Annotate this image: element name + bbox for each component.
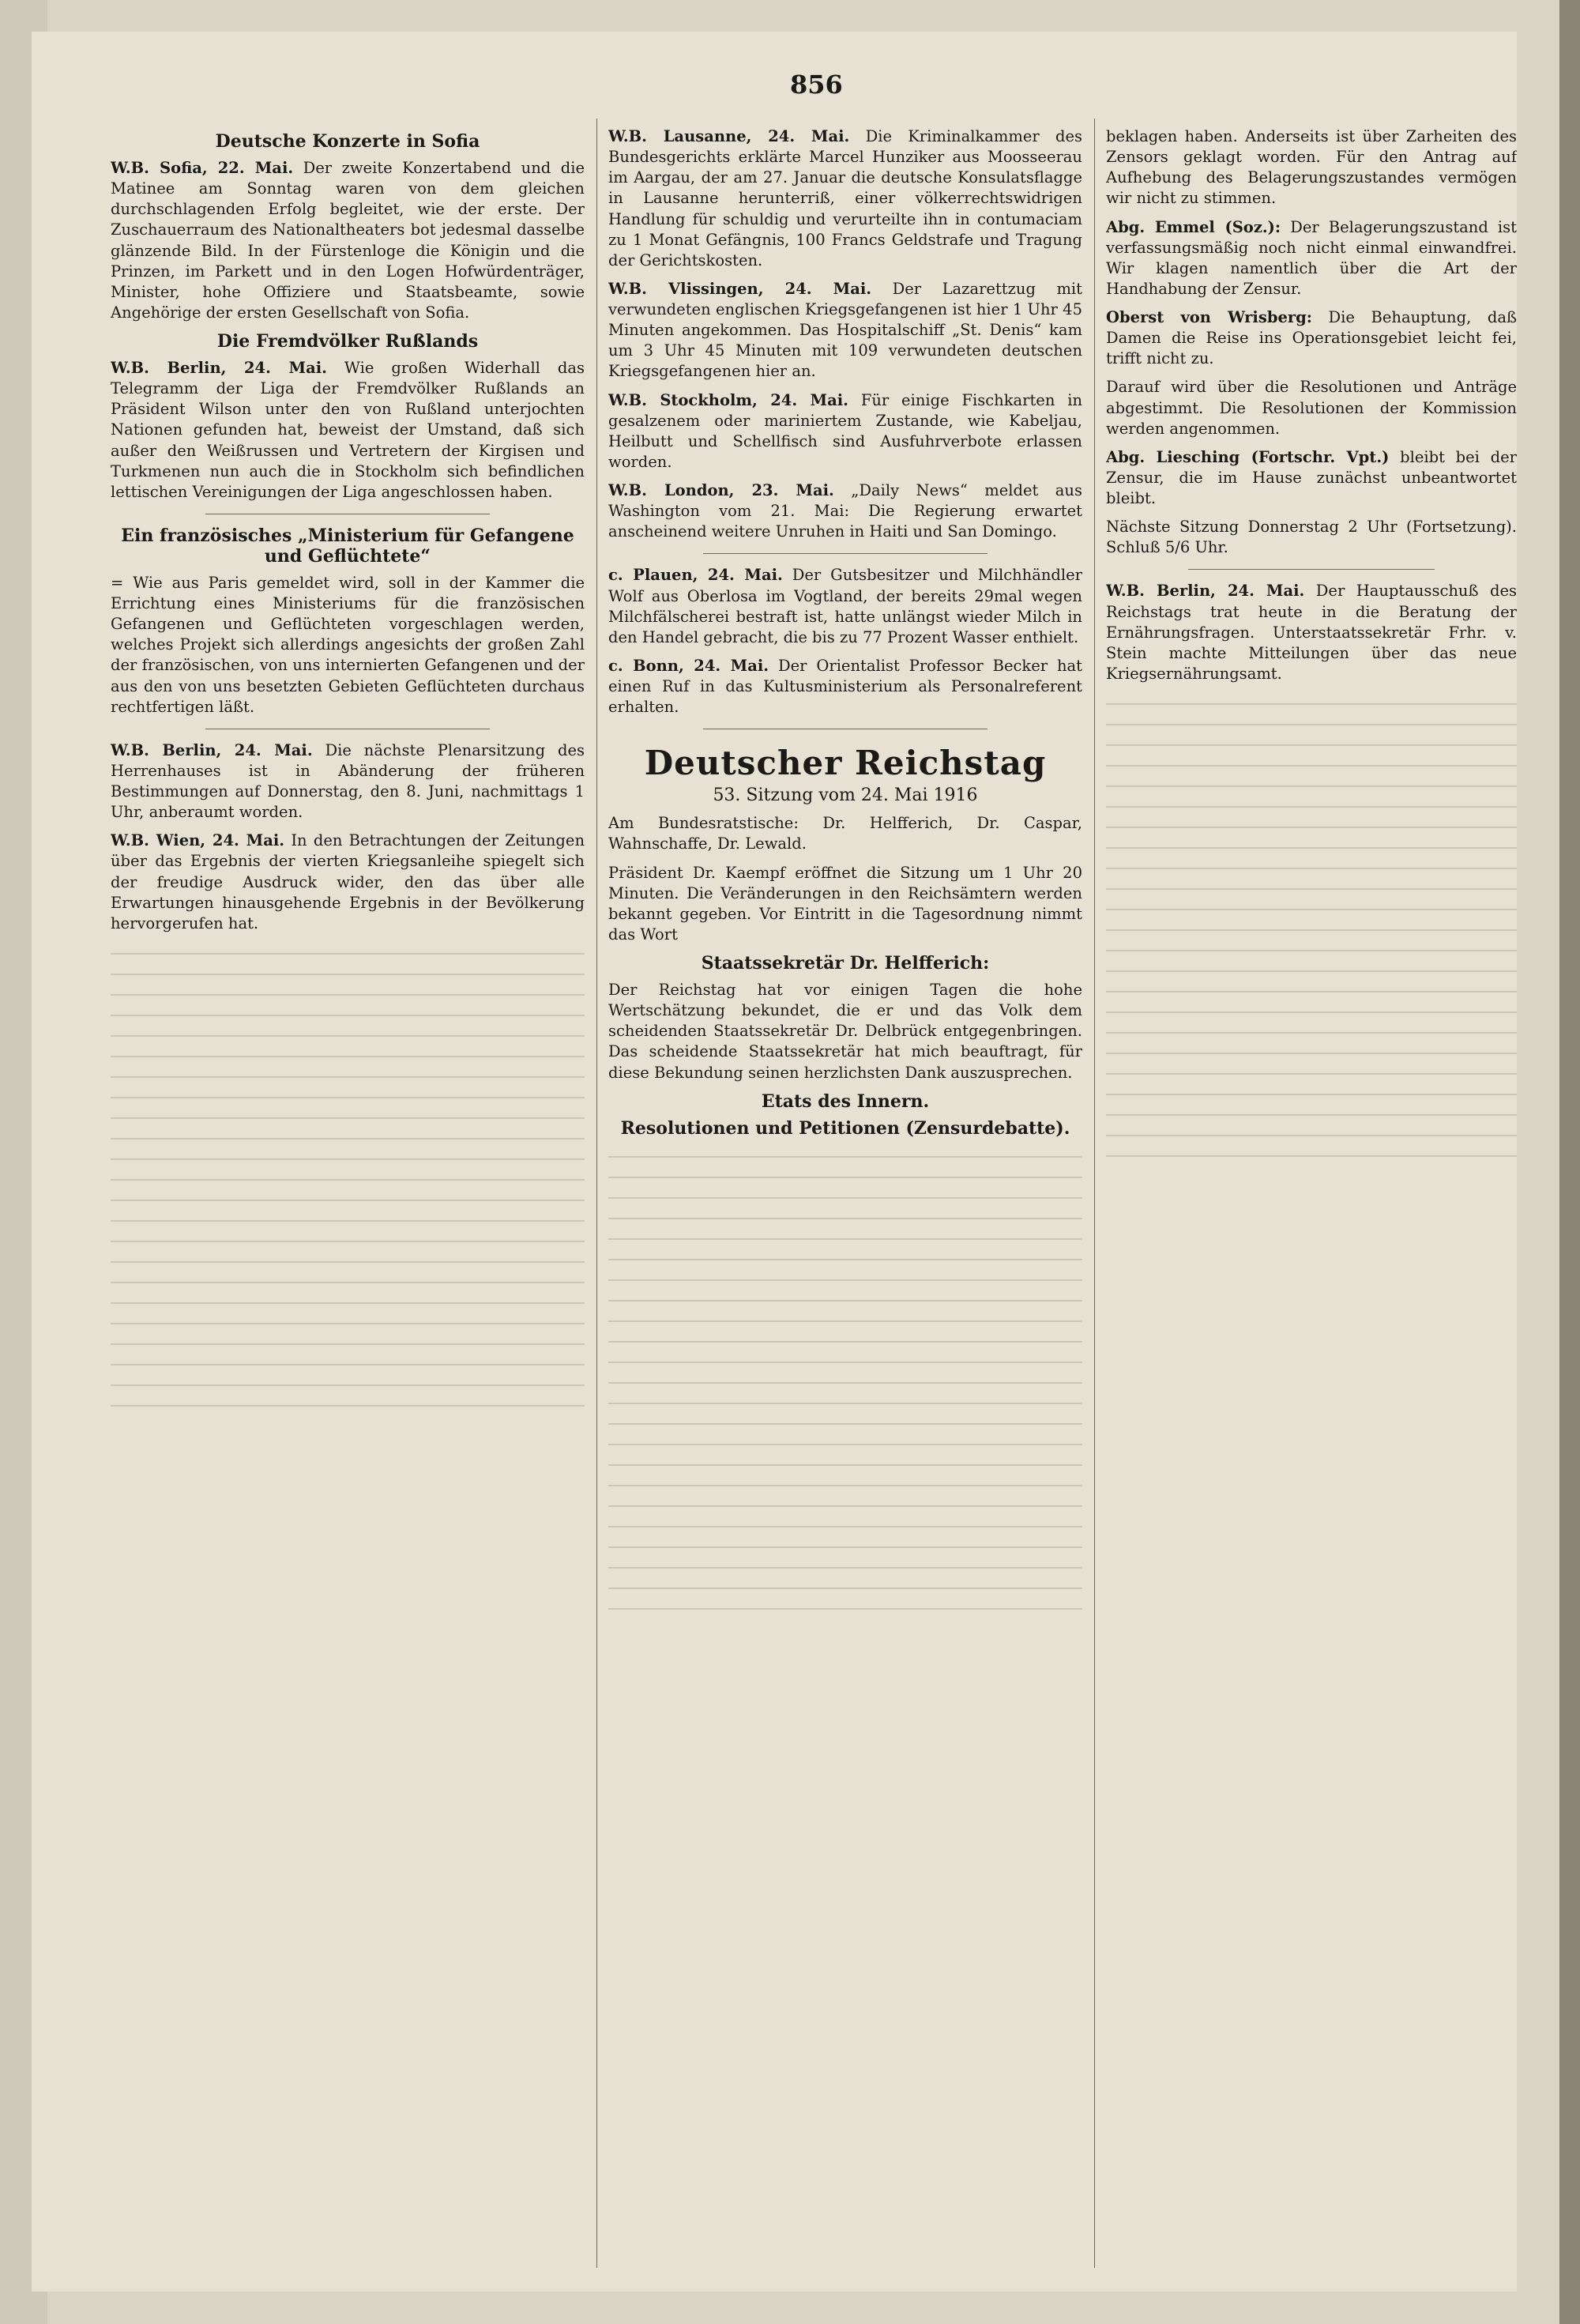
article-paragraph [1106, 307, 1517, 369]
article-heading: Ein französisches „Ministerium für Gefangene und Geflüchtete“ [121, 525, 574, 567]
column-3 [1106, 126, 1517, 2260]
paragraph-text: Die nächste Plenarsitzung des Herrenhauses ist in Abänderung der früheren Bestimmungen auf Donnerstag, den 8. Juni, nachmittags 1 Uhr, anberaumt worden. [111, 740, 585, 822]
text-continuation [608, 1145, 1082, 1619]
dateline: W.B. Vlissingen, 24. Mai. [608, 279, 872, 298]
dateline: W.B. Stockholm, 24. Mai. [608, 390, 848, 409]
separator [1188, 569, 1435, 570]
article-paragraph [608, 565, 1082, 648]
speaker: Abg. Emmel (Soz.): [1106, 217, 1281, 236]
subsection-heading: Resolutionen und Petitionen (Zensurdebatte). [620, 1117, 1070, 1139]
article-paragraph [1106, 447, 1517, 509]
article-paragraph [111, 831, 585, 934]
paragraph-text: Der zweite Konzertabend und die Matinee am Sonntag waren von dem gleichen durchschlagenden Erfolg begleitet, wie der erste. Der Zuschauerraum des Nationaltheaters bot jedesmal dasselbe glänzende Bild. In der Fürstenloge die Königin und die Prinzen, im Parkett und in den Logen Hofwürdenträger, Minister, hohe Offiziere und Staatsbeamte, sowie Angehörige der ersten Gesellschaft von Sofia. [111, 159, 585, 322]
column-rule [1094, 119, 1095, 2268]
column-2 [608, 126, 1082, 2260]
article-paragraph [608, 390, 1082, 473]
paragraph-text: „Daily News“ meldet aus Washington vom 21. Mai: Die Regierung erwartet anscheinend weitere Unruhen in Haiti und San Domingo. [608, 481, 1082, 541]
paragraph-text: Am Bundesratstische: Dr. Helfferich, Dr. Caspar, Wahnschaffe, Dr. Lewald. [608, 814, 1082, 853]
paragraph-text: Die Kriminalkammer des Bundesgerichts erklärte Marcel Hunziker aus Moosseerau im Aargau, der am 27. Januar die deutsche Konsulatsflagge in Lausanne herunterriß, einer völkerrechtswidrigen Handlung für schuldig und verurteilte ihn in contumaciam zu 1 Monat Gefängnis, 100 Francs Geldstrafe und Tragung der Gerichtskosten. [608, 127, 1082, 269]
dateline: W.B. Sofia, 22. Mai. [111, 159, 294, 177]
column-rule [596, 119, 597, 2268]
paragraph-text: Darauf wird über die Resolutionen und Anträge abgestimmt. Die Resolutionen der Kommission werden angenommen. [1106, 378, 1517, 438]
section-subtitle: 53. Sitzung vom 24. Mai 1916 [713, 785, 978, 806]
article-paragraph [111, 158, 585, 323]
paragraph-text: Der Belagerungszustand ist verfassungsmäßig noch nicht einmal einwandfrei. Wir klagen namentlich über die Art der Handhabung der Zensur. [1106, 217, 1517, 298]
dateline: c. Plauen, 24. Mai. [608, 566, 783, 585]
page-edge-right [1559, 0, 1580, 2324]
paragraph-text: Präsident Dr. Kaempf eröffnet die Sitzung um 1 Uhr 20 Minuten. Die Veränderungen in den Reichsämtern werden bekannt gegeben. Vor Eintritt in die Tagesordnung nimmt das Wort [608, 863, 1082, 944]
dateline: W.B. London, 23. Mai. [608, 481, 834, 499]
paragraph-text: Wie großen Widerhall das Telegramm der Liga der Fremdvölker Rußlands an Präsident Wilson unter den von Rußland unterjochten Nationen gefunden hat, beweist der Umstand, daß sich außer den Weißrussen und Vertretern der Kirgisen und Turkmenen nun auch die in Stockholm sich befindlichen lettischen Vereinigungen der Liga angeschlossen haben. [111, 359, 585, 501]
dateline: W.B. Berlin, 24. Mai. [1106, 582, 1305, 601]
paragraph-text: beklagen haben. Anderseits ist über Zarheiten des Zensors geklagt worden. Für den Antrag auf Aufhebung des Belagerungszustandes vermögen wir nicht zu stimmen. [1106, 127, 1517, 208]
paragraph-text: Der Reichstag hat vor einigen Tagen die hohe Wertschätzung bekundet, die er und das Volk dem scheidenden Staatssekretär Dr. Delbrück entgegenbringen. Das scheidende Staatssekretär hat mich beauftragt, für diese Bekundung seinen herzlichsten Dank auszusprechen. [608, 981, 1082, 1082]
paragraph-text: Der Orientalist Professor Becker hat einen Ruf in das Kultusministerium als Personalreferent erhalten. [608, 656, 1082, 717]
article-paragraph [111, 358, 585, 503]
article-heading: Deutsche Konzerte in Sofia [215, 131, 480, 152]
dateline: W.B. Wien, 24. Mai. [111, 831, 285, 850]
speaker: Oberst von Wrisberg: [1106, 308, 1312, 326]
paragraph-text: Die Behauptung, daß Damen die Reise ins Operationsgebiet leicht fei, trifft nicht zu. [1106, 308, 1517, 368]
speaker: Abg. Liesching (Fortschr. Vpt.) [1106, 447, 1390, 466]
speaker-heading: Staatssekretär Dr. Helfferich: [701, 953, 990, 974]
article-paragraph [608, 480, 1082, 542]
dateline: W.B. Berlin, 24. Mai. [111, 359, 327, 377]
article-paragraph [608, 279, 1082, 382]
paragraph-text: Der Lazarettzug mit verwundeten englischen Kriegsgefangenen ist hier 1 Uhr 45 Minuten angekommen. Das Hospitalschiff „St. Denis“ kam um 3 Uhr 45 Minuten mit 109 verwundeten deutschen Kriegsgefangenen hier an. [608, 279, 1082, 381]
dateline: c. Bonn, 24. Mai. [608, 656, 769, 675]
article-paragraph [608, 656, 1082, 718]
paragraph-text: Der Gutsbesitzer und Milchhändler Wolf aus Oberlosa im Vogtland, der bereits 29mal wegen Milchfälscherei bestraft ist, hatte unlängst wieder Milch in den Handel gebracht, die bis zu 77 Prozent Wasser enthielt. [608, 566, 1082, 646]
paragraph-text: Für einige Fischkarten in gesalzenem oder mariniertem Zustande, wie Kabeljau, Heilbutt und Schellfisch sind Ausfuhrverbote erlassen worden. [608, 390, 1082, 471]
text-continuation [1106, 692, 1517, 1166]
article-heading: Die Fremdvölker Rußlands [216, 331, 479, 352]
dateline: W.B. Berlin, 24. Mai. [111, 740, 313, 759]
paragraph-text: Nächste Sitzung Donnerstag 2 Uhr (Fortsetzung). Schluß 5/6 Uhr. [1106, 518, 1517, 557]
newspaper-page [32, 32, 1517, 2292]
paragraph-text: bleibt bei der Zensur, die im Hause zunächst unbeantwortet bleibt. [1106, 447, 1517, 507]
article-paragraph [111, 740, 585, 823]
subsection-heading: Etats des Innern. [761, 1090, 930, 1112]
separator [703, 553, 988, 554]
page-number: 856 [790, 70, 843, 100]
dateline: W.B. Lausanne, 24. Mai. [608, 127, 850, 145]
text-continuation [111, 942, 585, 1416]
article-paragraph [608, 126, 1082, 271]
paragraph-text: = Wie aus Paris gemeldet wird, soll in der Kammer die Errichtung eines Ministeriums für die französischen Gefangenen und Geflüchteten vorgeschlagen werden, welches Projekt sich allerdings angesichts der großen Zahl der französischen, von uns internierten Gefangenen und der aus den von uns besetzten Gebieten Geflüchteten durchaus rechtfertigen läßt. [111, 573, 585, 716]
paragraph-text: Der Hauptausschuß des Reichstags trat heute in die Beratung der Ernährungsfragen. Unterstaatssekretär Frhr. v. Stein machte Mitteilungen über das neue Kriegsernährungsamt. [1106, 582, 1517, 683]
article-paragraph [1106, 581, 1517, 684]
column-1 [111, 126, 585, 2260]
article-paragraph [1106, 217, 1517, 300]
section-title: Deutscher Reichstag [644, 744, 1047, 783]
paragraph-text: In den Betrachtungen der Zeitungen über das Ergebnis der vierten Kriegsanleihe spiegelt sich der freudige Ausdruck wider, den das über alle Erwartungen hinausgehende Ergebnis in der Bevölkerung hervorgerufen hat. [111, 831, 585, 932]
